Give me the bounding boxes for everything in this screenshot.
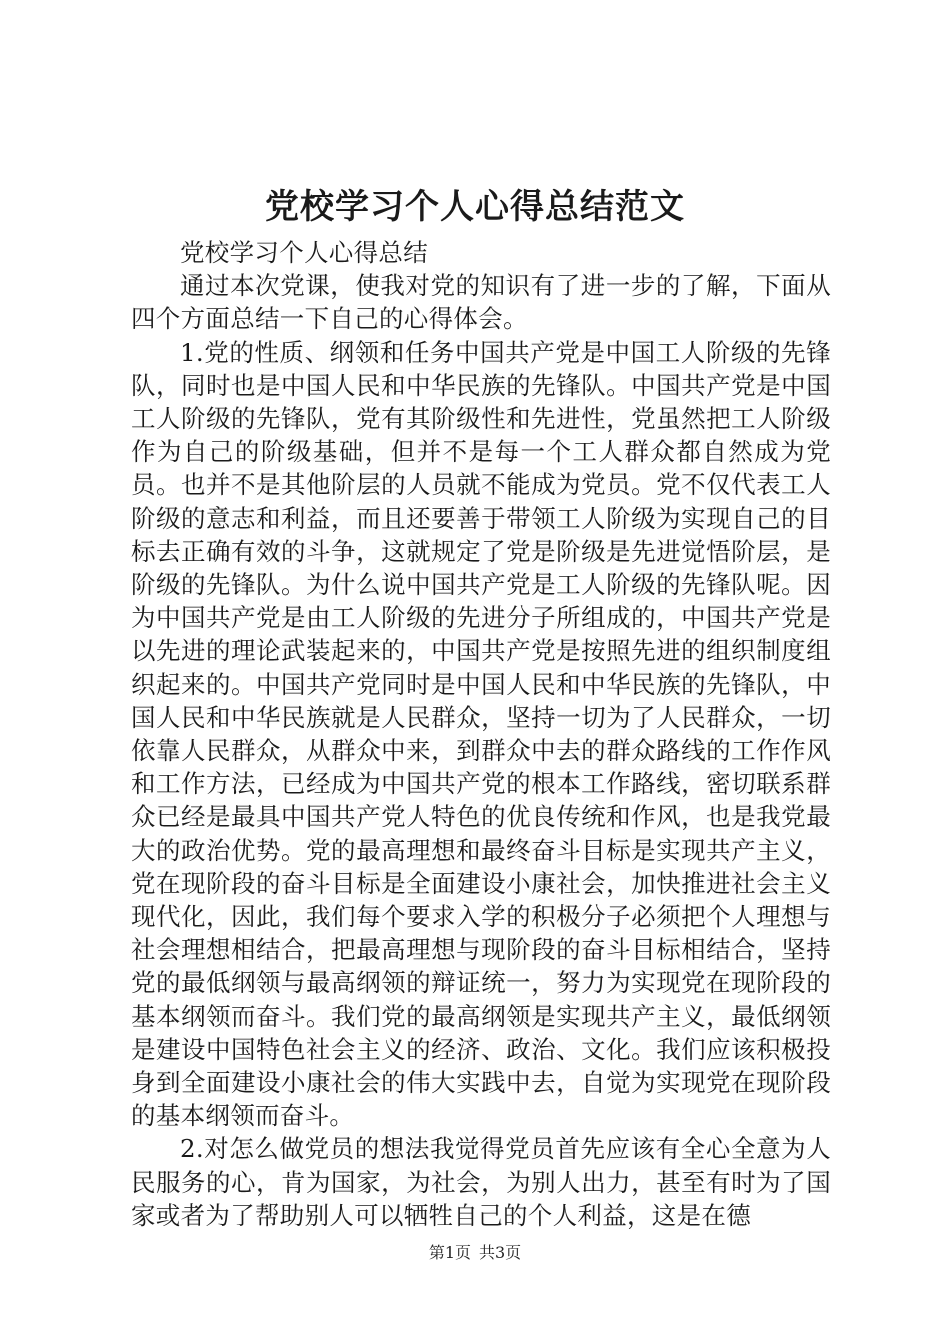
intro-paragraph: 通过本次党课，使我对党的知识有了进一步的了解，下面从四个方面总结一下自己的心得体会。 bbox=[131, 271, 831, 334]
page-number-total: 共3页 bbox=[479, 1243, 522, 1262]
section-1-paragraph: 1.党的性质、纲领和任务中国共产党是中国工人阶级的先锋队，同时也是中国人民和中华民族的先锋队。中国共产党是中国工人阶级的先锋队，党有其阶级性和先进性，党虽然把工人阶级作为自己的阶级基础，但并不是每一个工人群众都自然成为党员。也并不是其他阶层的人员就不能成为党员。党不仅代表工人阶级的意志和利益，而且还要善于带领工人阶级为实现自己的目标去正确有效的斗争，这就规定了党是阶级是先进觉悟阶层，是阶级的先锋队。为什么说中国共产党是工人阶级的先锋队呢。因为中国共产党是由工人阶级的先进分子所组成的，中国共产党是以先进的理论武装起来的，中国共产党是按照先进的组织制度组织起来的。中国共产党同时是中国人民和中华民族的先锋队，中国人民和中华民族就是人民群众，坚持一切为了人民群众，一切依靠人民群众，从群众中来，到群众中去的群众路线的工作作风和工作方法，已经成为中国共产党的根本工作路线，密切联系群众已经是最具中国共产党人特色的优良传统和作风，也是我党最大的政治优势。党的最高理想和最终奋斗目标是实现共产主义，党在现阶段的奋斗目标是全面建设小康社会，加快推进社会主义现代化，因此，我们每个要求入学的积极分子必须把个人理想与社会理想相结合，把最高理想与现阶段的奋斗目标相结合，坚持党的最低纲领与最高纲领的辩证统一，努力为实现党在现阶段的基本纲领而奋斗。我们党的最高纲领是实现共产主义，最低纲领是建设中国特色社会主义的经济、政治、文化。我们应该积极投身到全面建设小康社会的伟大实践中去，自觉为实现党在现阶段的基本纲领而奋斗。 bbox=[131, 337, 831, 1131]
document-title: 党校学习个人心得总结范文 bbox=[265, 187, 685, 227]
subtitle-paragraph: 党校学习个人心得总结 bbox=[180, 238, 428, 267]
section-2-paragraph: 2.对怎么做党员的想法我觉得党员首先应该有全心全意为人民服务的心，肯为国家，为社会，为别人出力，甚至有时为了国家或者为了帮助别人可以牺牲自己的个人利益，这是在德 bbox=[131, 1134, 831, 1230]
document-body bbox=[131, 236, 831, 1232]
page-number-current: 第1页 bbox=[428, 1243, 471, 1262]
page-footer bbox=[0, 1242, 950, 1264]
